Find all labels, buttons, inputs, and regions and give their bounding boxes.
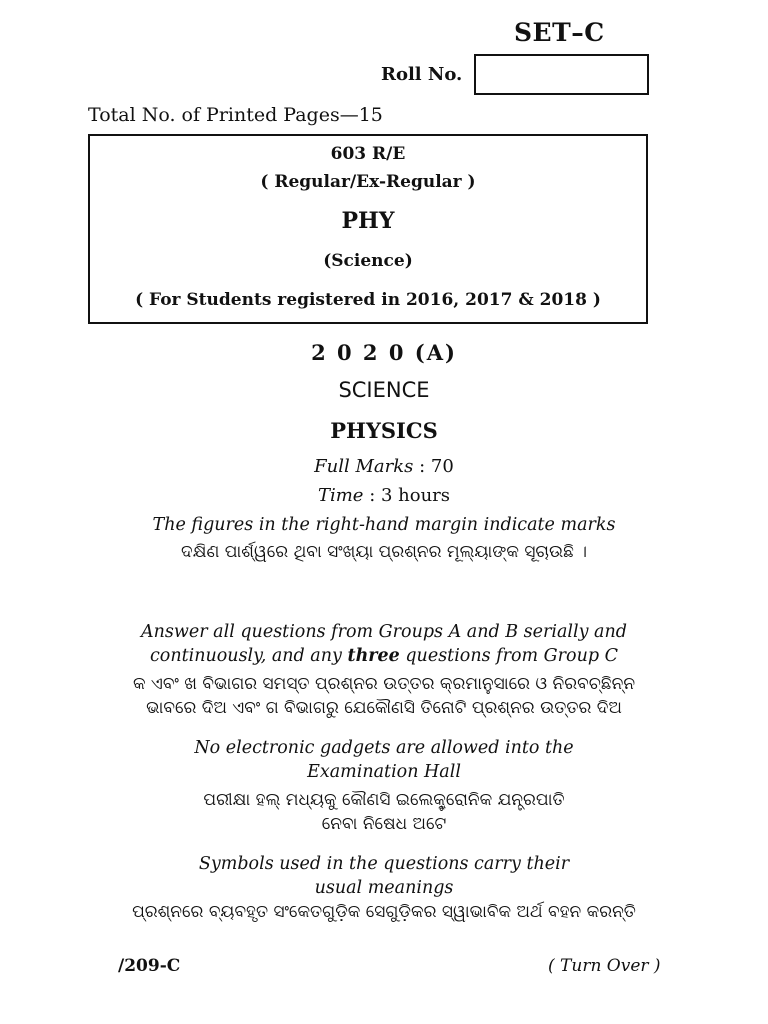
full-marks-value: : 70 [419, 456, 454, 477]
gadgets-odia-line2: ନେବା ନିଷେଧ ଅଟେ [321, 814, 447, 834]
answer-instruction-line2 [0, 644, 768, 668]
answer-odia-line2: ଭାବରେ ଦିଅ ଏବଂ ଗ ବିଭାଗରୁ ଯେକୌଣସି ତିନୋଟି ପ୍ରଶ୍ନର ଉତ୍ତର ଦିଅ [146, 698, 622, 718]
stream-label: (Science) [323, 251, 413, 271]
regular-label: ( Regular/Ex-Regular ) [260, 172, 476, 192]
full-marks-row [0, 456, 768, 477]
marks-note-english: The figures in the right-hand margin indicate marks [152, 515, 616, 535]
printed-pages-label: Total No. of Printed Pages—15 [88, 104, 383, 126]
symbols-line1: Symbols used in the questions carry their [198, 854, 570, 874]
answer-line2-pre: continuously, and any [149, 646, 342, 666]
answer-line2-post: questions from Group C [405, 646, 618, 666]
gadgets-line1: No electronic gadgets are allowed into the [194, 738, 574, 758]
footer-paper-code: /209-C [118, 956, 181, 976]
gadgets-note-odia [0, 788, 768, 836]
set-label: SET–C [514, 18, 605, 47]
roll-number-box[interactable] [474, 54, 649, 95]
paper-code: 603 R/E [330, 144, 406, 164]
registration-note: ( For Students registered in 2016, 2017 & 2018 ) [135, 290, 601, 310]
paper-info-box [88, 134, 648, 324]
answer-line2-bold: three [347, 646, 400, 666]
marks-note-odia: ଦକ୍ଷିଣ ପାର୍ଶ୍ୱରେ ଥିବା ସଂଖ୍ୟା ପ୍ରଶ୍ନର ମୂଲ୍ୟାଙ୍କ ସୂଚାଉଛି । [181, 542, 587, 562]
symbols-note-odia: ପ୍ରଶ୍ନରେ ବ୍ୟବହୃତ ସଂକେତଗୁଡ଼ିକ ସେଗୁଡ଼ିକର ସ୍ୱାଭାବିକ ଅର୍ଥ ବହନ କରନ୍ତି [132, 902, 636, 922]
physics-heading: PHYSICS [330, 418, 438, 443]
gadgets-odia-line1: ପରୀକ୍ଷା ହଲ୍ ମଧ୍ୟକୁ କୌଣସି ଇଲେକ୍ଟ୍ରୋନିକ ଯନ୍ତ୍ରପାତି [203, 790, 565, 810]
gadgets-line2: Examination Hall [307, 762, 461, 782]
answer-instruction-odia [0, 672, 768, 720]
symbols-line2: usual meanings [314, 878, 454, 898]
science-heading: SCIENCE [338, 378, 430, 402]
full-marks-label: Full Marks [314, 456, 414, 477]
gadgets-note-english [0, 736, 768, 784]
answer-odia-line1: କ ଏବଂ ଖ ବିଭାଗର ସମସ୍ତ ପ୍ରଶ୍ନର ଉତ୍ତର କ୍ରମାନୁସାରେ ଓ ନିରବଚ୍ଛିନ୍ନ [132, 674, 636, 694]
time-row [0, 485, 768, 506]
symbols-note-english [0, 852, 768, 900]
turn-over-label: ( Turn Over ) [548, 956, 661, 976]
roll-number-label: Roll No. [381, 64, 463, 85]
time-value: : 3 hours [369, 485, 451, 506]
exam-year: 2 0 2 0 (A) [311, 340, 457, 365]
answer-instruction-line1: Answer all questions from Groups A and B serially and [141, 622, 627, 642]
answer-instruction-english [0, 620, 768, 668]
time-label: Time [317, 485, 364, 506]
subject-code: PHY [341, 208, 395, 234]
